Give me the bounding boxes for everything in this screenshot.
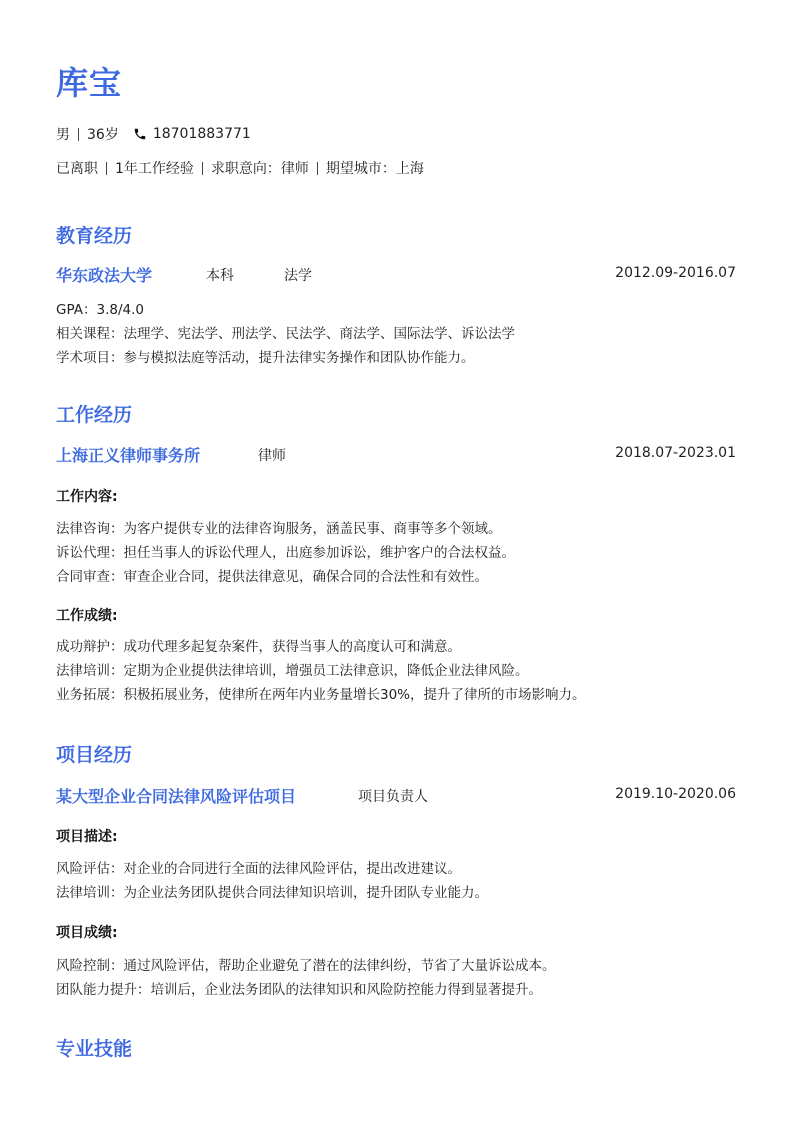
list-item: 团队能力提升：培训后，企业法务团队的法律知识和风险防控能力得到显著提升。 bbox=[56, 982, 542, 998]
degree: 本科 bbox=[206, 268, 234, 284]
job-status: 已离职 bbox=[56, 161, 98, 177]
candidate-name: 库宝 bbox=[56, 64, 123, 102]
project-achievements-title: 项目成绩: bbox=[56, 925, 118, 941]
age: 36岁 bbox=[87, 127, 119, 143]
list-item: 业务拓展：积极拓展业务，使律所在两年内业务量增长30%，提升了律所的市场影响力。 bbox=[56, 687, 586, 703]
work-header bbox=[56, 443, 736, 467]
work-achievements-list bbox=[56, 635, 736, 707]
list-item: 合同审查：审查企业合同，提供法律意见，确保合同的合法性和有效性。 bbox=[56, 569, 488, 585]
list-item: 学术项目：参与模拟法庭等活动，提升法律实务操作和团队协作能力。 bbox=[56, 350, 475, 366]
basic-info-row bbox=[56, 124, 251, 144]
divider bbox=[106, 162, 107, 175]
divider bbox=[317, 162, 318, 175]
list-item: GPA：3.8/4.0 bbox=[56, 302, 144, 318]
project-achievements-list bbox=[56, 954, 736, 1002]
list-item: 风险控制：通过风险评估，帮助企业避免了潜在的法律纠纷，节省了大量诉讼成本。 bbox=[56, 958, 556, 974]
divider bbox=[202, 162, 203, 175]
company-name: 上海正义律师事务所 bbox=[56, 446, 201, 465]
work-date: 2018.07-2023.01 bbox=[615, 445, 736, 461]
project-name: 某大型企业合同法律风险评估项目 bbox=[56, 787, 297, 806]
project-description-title: 项目描述: bbox=[56, 829, 118, 845]
project-description-list bbox=[56, 857, 736, 905]
list-item: 法律咨询：为客户提供专业的法律咨询服务，涵盖民事、商事等多个领域。 bbox=[56, 521, 502, 537]
work-content-title: 工作内容: bbox=[56, 489, 118, 505]
work-achievements-title: 工作成绩: bbox=[56, 608, 118, 624]
list-item: 法律培训：为企业法务团队提供合同法律知识培训，提升团队专业能力。 bbox=[56, 885, 488, 901]
phone-icon bbox=[133, 127, 147, 141]
school-name: 华东政法大学 bbox=[56, 266, 153, 285]
job-intention: 求职意向：律师 bbox=[210, 161, 309, 177]
gender: 男 bbox=[56, 127, 70, 143]
job-intention-row bbox=[56, 158, 424, 178]
list-item: 相关课程：法理学、宪法学、刑法学、民法学、商法学、国际法学、诉讼法学 bbox=[56, 326, 515, 342]
education-header bbox=[56, 263, 736, 287]
work-experience: 1年工作经验 bbox=[115, 161, 194, 177]
major: 法学 bbox=[284, 268, 312, 284]
project-header bbox=[56, 784, 736, 808]
section-title-education: 教育经历 bbox=[56, 225, 133, 247]
list-item: 风险评估：对企业的合同进行全面的法律风险评估，提出改进建议。 bbox=[56, 861, 461, 877]
job-role: 律师 bbox=[258, 448, 286, 464]
expected-city: 期望城市：上海 bbox=[325, 161, 424, 177]
work-content-list bbox=[56, 517, 736, 589]
education-details bbox=[56, 298, 736, 370]
phone-number: 18701883771 bbox=[152, 126, 251, 142]
project-date: 2019.10-2020.06 bbox=[615, 786, 736, 802]
list-item: 成功辩护：成功代理多起复杂案件，获得当事人的高度认可和满意。 bbox=[56, 639, 461, 655]
list-item: 诉讼代理：担任当事人的诉讼代理人，出庭参加诉讼，维护客户的合法权益。 bbox=[56, 545, 515, 561]
section-title-project: 项目经历 bbox=[56, 744, 133, 766]
section-title-skills: 专业技能 bbox=[56, 1038, 133, 1060]
project-role: 项目负责人 bbox=[358, 789, 428, 805]
list-item: 法律培训：定期为企业提供法律培训，增强员工法律意识，降低企业法律风险。 bbox=[56, 663, 529, 679]
section-title-work: 工作经历 bbox=[56, 404, 133, 426]
education-date: 2012.09-2016.07 bbox=[615, 265, 736, 281]
divider bbox=[78, 128, 79, 141]
